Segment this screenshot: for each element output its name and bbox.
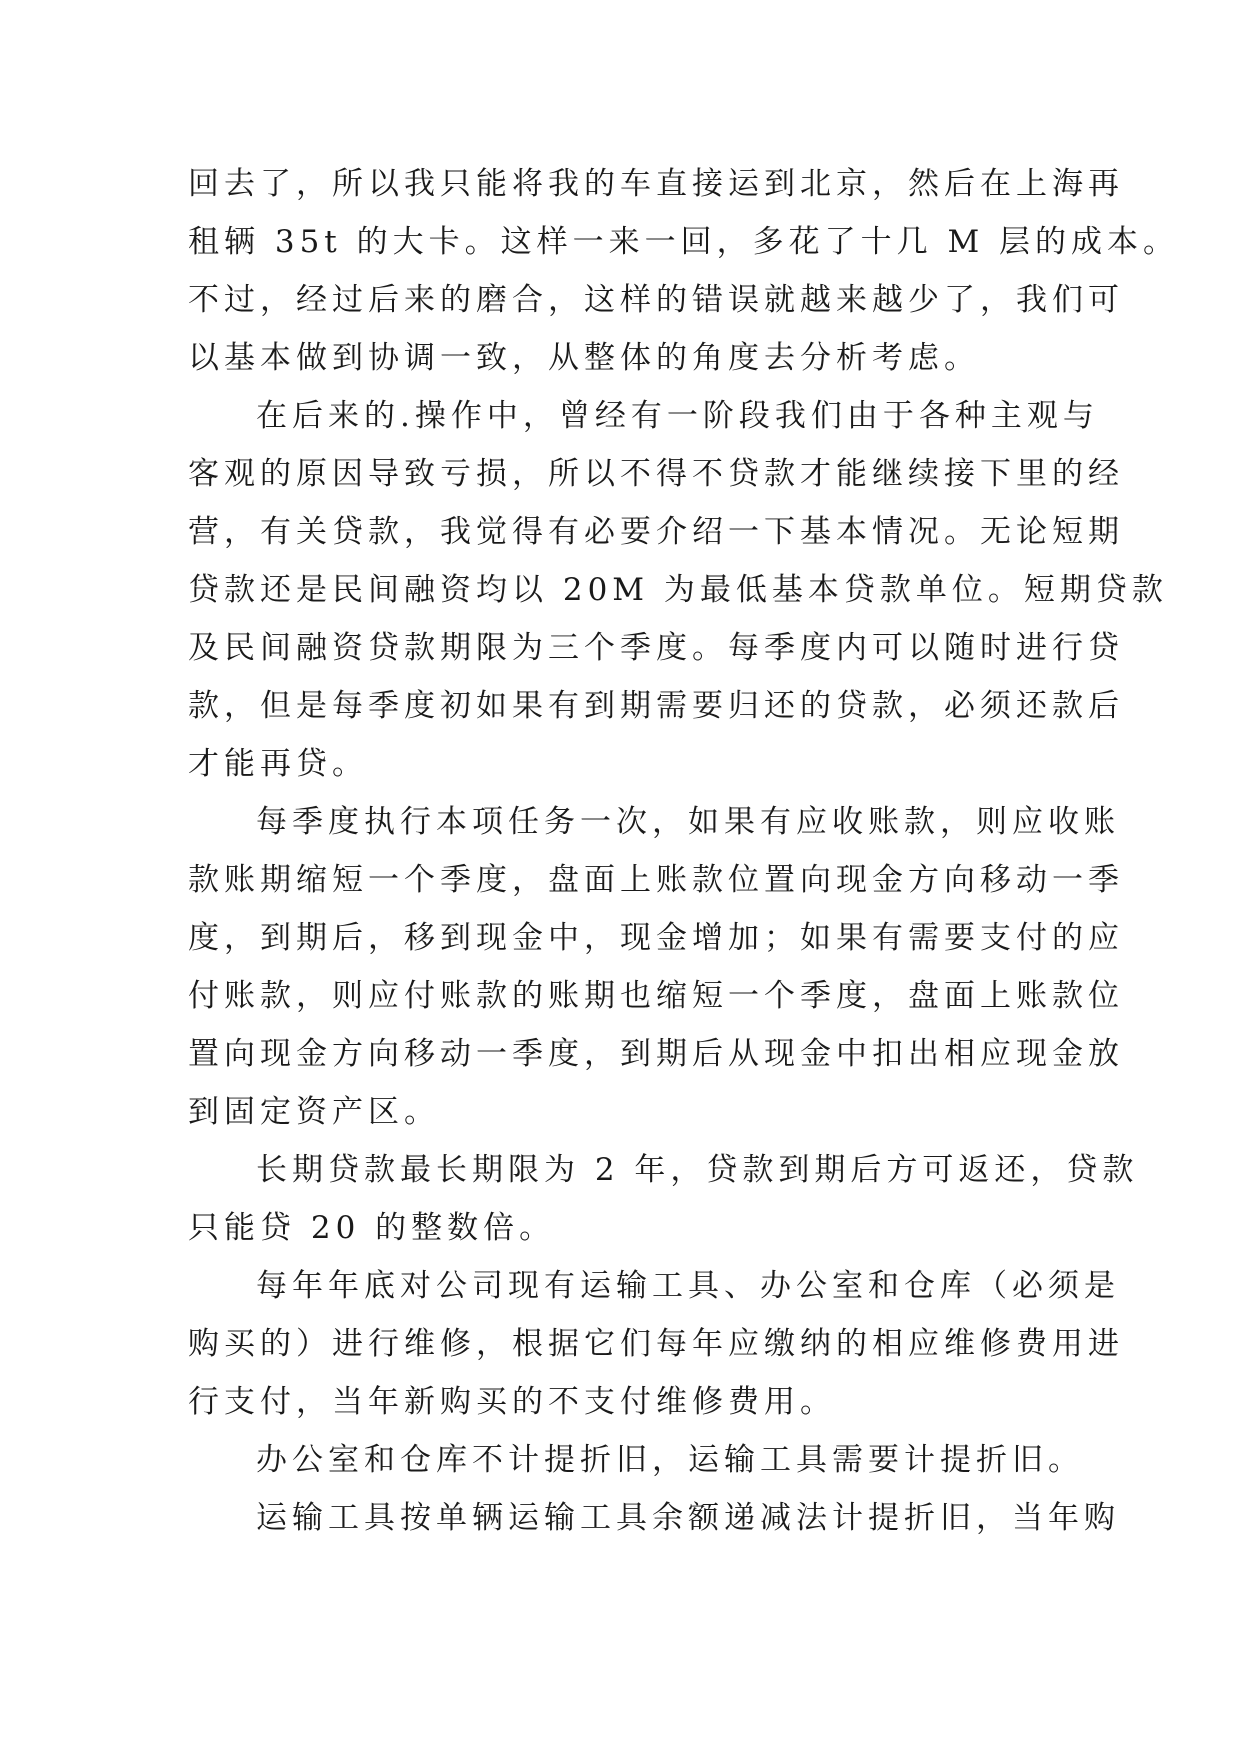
paragraph-first-line: 在后来的.操作中，曾经有一阶段我们由于各种主观与 xyxy=(256,398,1099,434)
text-line: 款，但是每季度初如果有到期需要归还的贷款，必须还款后 xyxy=(188,688,1124,724)
body-text xyxy=(188,155,1180,1547)
text-line: 款账期缩短一个季度，盘面上账款位置向现金方向移动一季 xyxy=(188,862,1124,898)
paragraph-first-line: 每季度执行本项任务一次，如果有应收账款，则应收账 xyxy=(256,804,1120,840)
text-line: 回去了，所以我只能将我的车直接运到北京，然后在上海再 xyxy=(188,166,1124,202)
text-line: 付账款，则应付账款的账期也缩短一个季度，盘面上账款位 xyxy=(188,978,1124,1014)
text-line: 才能再贷。 xyxy=(188,746,368,782)
text-line: 客观的原因导致亏损，所以不得不贷款才能继续接下里的经 xyxy=(188,456,1124,492)
text-line: 只能贷 20 的整数倍。 xyxy=(188,1210,556,1246)
text-line: 租辆 35t 的大卡。这样一来一回，多花了十几 M 层的成本。 xyxy=(188,224,1180,260)
text-line: 贷款还是民间融资均以 20M 为最低基本贷款单位。短期贷款 xyxy=(188,572,1168,608)
paragraph-first-line: 运输工具按单辆运输工具余额递减法计提折旧，当年购 xyxy=(256,1500,1120,1536)
text-line: 购买的）进行维修，根据它们每年应缴纳的相应维修费用进 xyxy=(188,1326,1124,1362)
text-line: 行支付，当年新购买的不支付维修费用。 xyxy=(188,1384,836,1420)
text-line: 置向现金方向移动一季度，到期后从现金中扣出相应现金放 xyxy=(188,1036,1124,1072)
text-line: 以基本做到协调一致，从整体的角度去分析考虑。 xyxy=(188,340,980,376)
paragraph-first-line: 每年年底对公司现有运输工具、办公室和仓库（必须是 xyxy=(256,1268,1120,1304)
text-line: 度，到期后，移到现金中，现金增加；如果有需要支付的应 xyxy=(188,920,1124,956)
paragraph-first-line: 长期贷款最长期限为 2 年，贷款到期后方可返还，贷款 xyxy=(256,1152,1139,1188)
text-line: 到固定资产区。 xyxy=(188,1094,440,1130)
text-line: 营，有关贷款，我觉得有必要介绍一下基本情况。无论短期 xyxy=(188,514,1124,550)
paragraph-first-line: 办公室和仓库不计提折旧，运输工具需要计提折旧。 xyxy=(256,1442,1084,1478)
text-line: 及民间融资贷款期限为三个季度。每季度内可以随时进行贷 xyxy=(188,630,1124,666)
text-line: 不过，经过后来的磨合，这样的错误就越来越少了，我们可 xyxy=(188,282,1124,318)
